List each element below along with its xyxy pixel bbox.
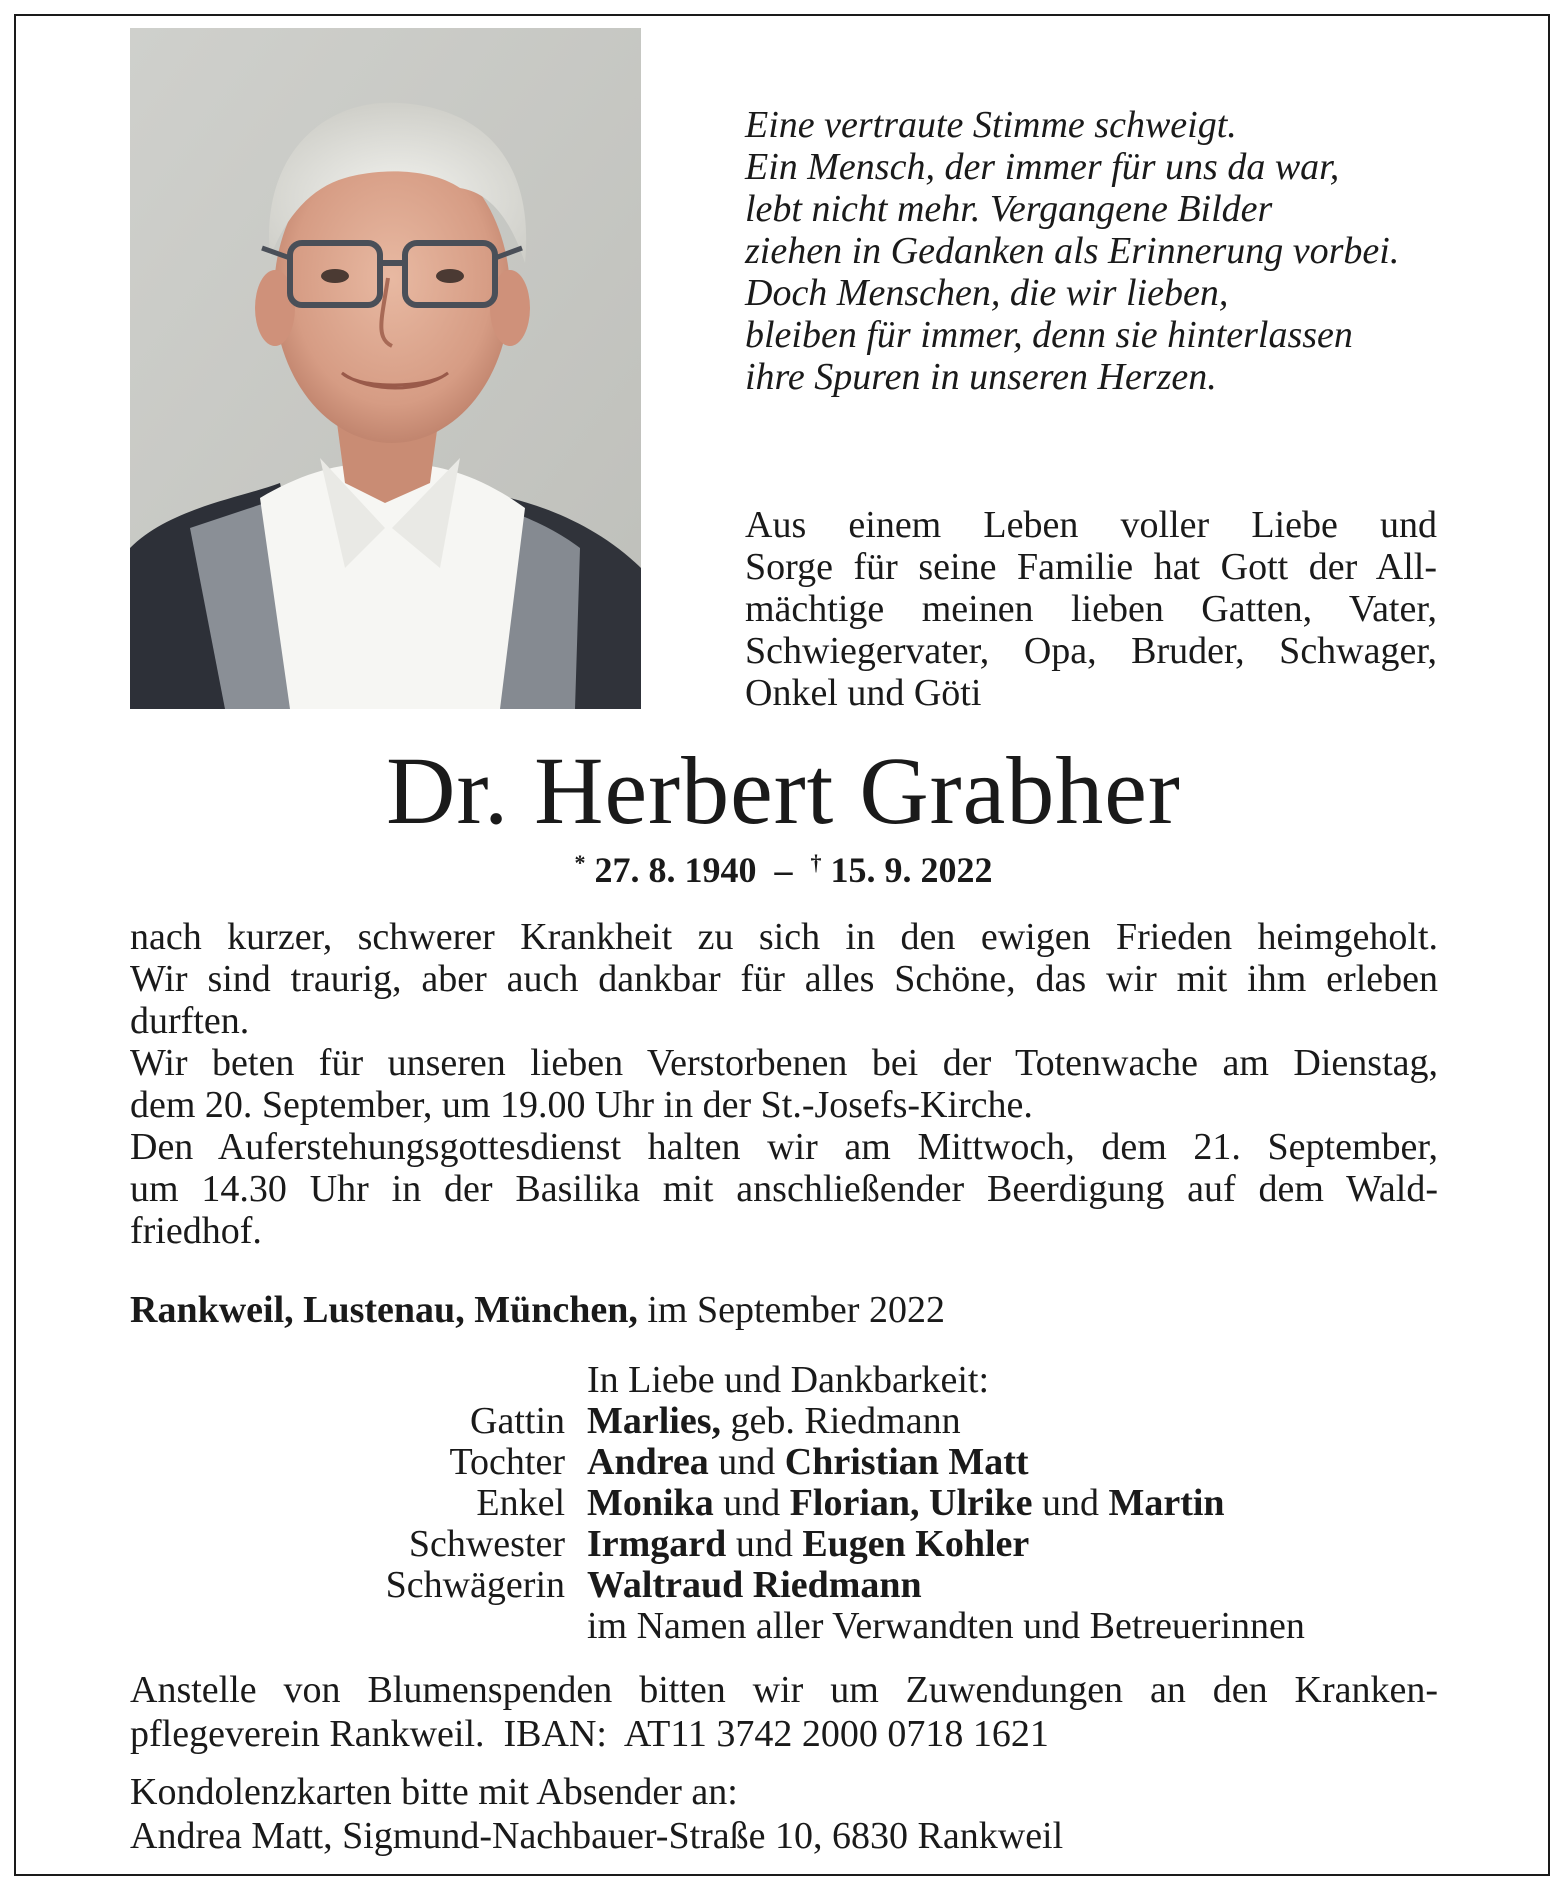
conjunction: und xyxy=(723,1482,781,1524)
life-dates xyxy=(0,838,1567,895)
birth-symbol: * xyxy=(574,850,586,875)
place-and-date xyxy=(130,1288,1430,1332)
family-row-gattin xyxy=(130,1401,1450,1442)
donation-line: pflegeverein Rankweil. IBAN: AT11 3742 2000 0718 1621 xyxy=(130,1713,1049,1755)
intro-line: Schwiegervater, Opa, Bruder, Schwager, xyxy=(745,630,1437,672)
body-line: Wir sind traurig, aber auch dankbar für alles Schöne, das wir mit ihm erleben xyxy=(130,958,1438,1000)
family-row-enkel xyxy=(130,1483,1450,1524)
family-name: Christian Matt xyxy=(784,1441,1029,1483)
family-row-schwester xyxy=(130,1524,1450,1565)
poem-line: ziehen in Gedanken als Erinnerung vorbei. xyxy=(745,230,1400,272)
towns: Rankweil, Lustenau, München, xyxy=(130,1289,638,1331)
conjunction: und xyxy=(1041,1482,1099,1524)
family-name: Eugen Kohler xyxy=(802,1523,1030,1565)
deceased-name: Dr. Herbert Grabher xyxy=(386,737,1181,844)
poem-line: Ein Mensch, der immer für uns da war, xyxy=(745,146,1340,188)
portrait-photo xyxy=(130,28,641,709)
body-line: durften. xyxy=(130,1000,250,1042)
family-footer: im Namen aller Verwandten und Betreuerinnen xyxy=(587,1605,1305,1647)
family-signatures xyxy=(130,1360,1450,1647)
intro-line: Onkel und Göti xyxy=(745,672,982,714)
death-date: 15. 9. 2022 xyxy=(830,850,993,890)
condolence-address xyxy=(130,1770,1438,1858)
family-note: geb. Riedmann xyxy=(730,1400,961,1442)
birth-date: 27. 8. 1940 xyxy=(594,850,757,890)
family-name: Waltraud Riedmann xyxy=(587,1564,922,1606)
poem-line: bleiben für immer, denn sie hinterlassen xyxy=(745,314,1353,356)
family-role: Schwägerin xyxy=(385,1564,565,1606)
family-name: Irmgard xyxy=(587,1523,727,1565)
donation-note xyxy=(130,1668,1438,1756)
poem-line: lebt nicht mehr. Vergangene Bilder xyxy=(745,188,1273,230)
condolence-line: Andrea Matt, Sigmund-Nachbauer-Straße 10, 6830 Rankweil xyxy=(130,1815,1064,1857)
family-name: Martin xyxy=(1108,1482,1225,1524)
condolence-line: Kondolenzkarten bitte mit Absender an: xyxy=(130,1771,738,1813)
family-name: Florian, Ulrike xyxy=(789,1482,1033,1524)
family-heading: In Liebe und Dankbarkeit: xyxy=(587,1359,990,1401)
body-line: Den Auferstehungsgottesdienst halten wir am Mittwoch, dem 21. September, xyxy=(130,1126,1438,1168)
family-heading-row xyxy=(130,1360,1450,1401)
intro-paragraph xyxy=(745,504,1437,714)
announcement-text xyxy=(130,916,1438,1252)
intro-line: Aus einem Leben voller Liebe und xyxy=(745,504,1437,546)
intro-line: mächtige meinen lieben Gatten, Vater, xyxy=(745,588,1437,630)
family-role: Enkel xyxy=(476,1482,565,1524)
family-role: Schwester xyxy=(408,1523,565,1565)
memorial-poem xyxy=(745,104,1465,398)
poem-line: Eine vertraute Stimme schweigt. xyxy=(745,104,1237,146)
intro-line: Sorge für seine Familie hat Gott der All- xyxy=(745,546,1437,588)
family-role: Tochter xyxy=(449,1441,565,1483)
poem-line: ihre Spuren in unseren Herzen. xyxy=(745,356,1217,398)
date-separator: – xyxy=(774,850,793,890)
family-name: Marlies, xyxy=(587,1400,722,1442)
poem-line: Doch Menschen, die wir lieben, xyxy=(745,272,1229,314)
conjunction: und xyxy=(718,1441,776,1483)
portrait-illustration xyxy=(130,28,641,709)
family-footer-row xyxy=(130,1606,1450,1647)
body-line: dem 20. September, um 19.00 Uhr in der St.-Josefs-Kirche. xyxy=(130,1084,1033,1126)
month-year: im September 2022 xyxy=(647,1289,945,1331)
donation-line: Anstelle von Blumenspenden bitten wir um Zuwendungen an den Kranken- xyxy=(130,1669,1438,1711)
conjunction: und xyxy=(735,1523,793,1565)
body-line: nach kurzer, schwerer Krankheit zu sich in den ewigen Frieden heimgeholt. xyxy=(130,916,1438,958)
body-line: Wir beten für unseren lieben Verstorbenen bei der Totenwache am Dienstag, xyxy=(130,1042,1438,1084)
family-row-tochter xyxy=(130,1442,1450,1483)
family-row-schwaegerin xyxy=(130,1565,1450,1606)
family-role: Gattin xyxy=(470,1400,565,1442)
death-symbol: † xyxy=(810,850,822,875)
family-name: Monika xyxy=(587,1482,714,1524)
body-line: um 14.30 Uhr in der Basilika mit anschließender Beerdigung auf dem Wald- xyxy=(130,1168,1438,1210)
family-name: Andrea xyxy=(587,1441,709,1483)
body-line: friedhof. xyxy=(130,1210,262,1252)
